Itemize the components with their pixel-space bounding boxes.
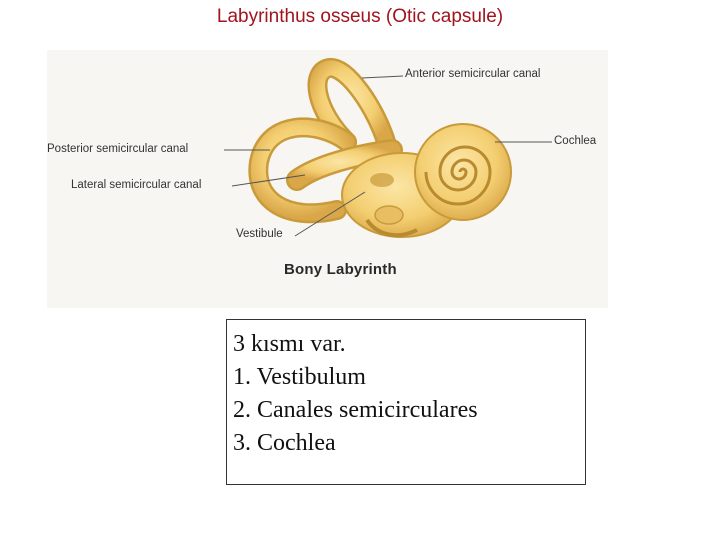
label-anterior-semicircular-canal: Anterior semicircular canal	[405, 68, 541, 80]
notes-line-1: 3 kısmı var.	[233, 331, 346, 357]
label-cochlea: Cochlea	[554, 135, 597, 147]
figure-caption: Bony Labyrinth	[284, 261, 397, 278]
slide-title: Labyrinthus osseus (Otic capsule)	[216, 6, 504, 27]
notes-line-4: 3. Cochlea	[233, 430, 336, 456]
notes-line-2: 1. Vestibulum	[233, 364, 366, 390]
label-posterior-semicircular-canal: Posterior semicircular canal	[47, 143, 189, 155]
label-vestibule: Vestibule	[236, 228, 283, 240]
cochlea-shape	[415, 124, 511, 220]
leader-line-anterior	[362, 76, 403, 78]
bony-labyrinth-figure	[47, 50, 608, 308]
notes-line-3: 2. Canales semicirculares	[233, 397, 478, 423]
notes-box	[226, 319, 586, 485]
label-lateral-semicircular-canal: Lateral semicircular canal	[71, 179, 202, 191]
